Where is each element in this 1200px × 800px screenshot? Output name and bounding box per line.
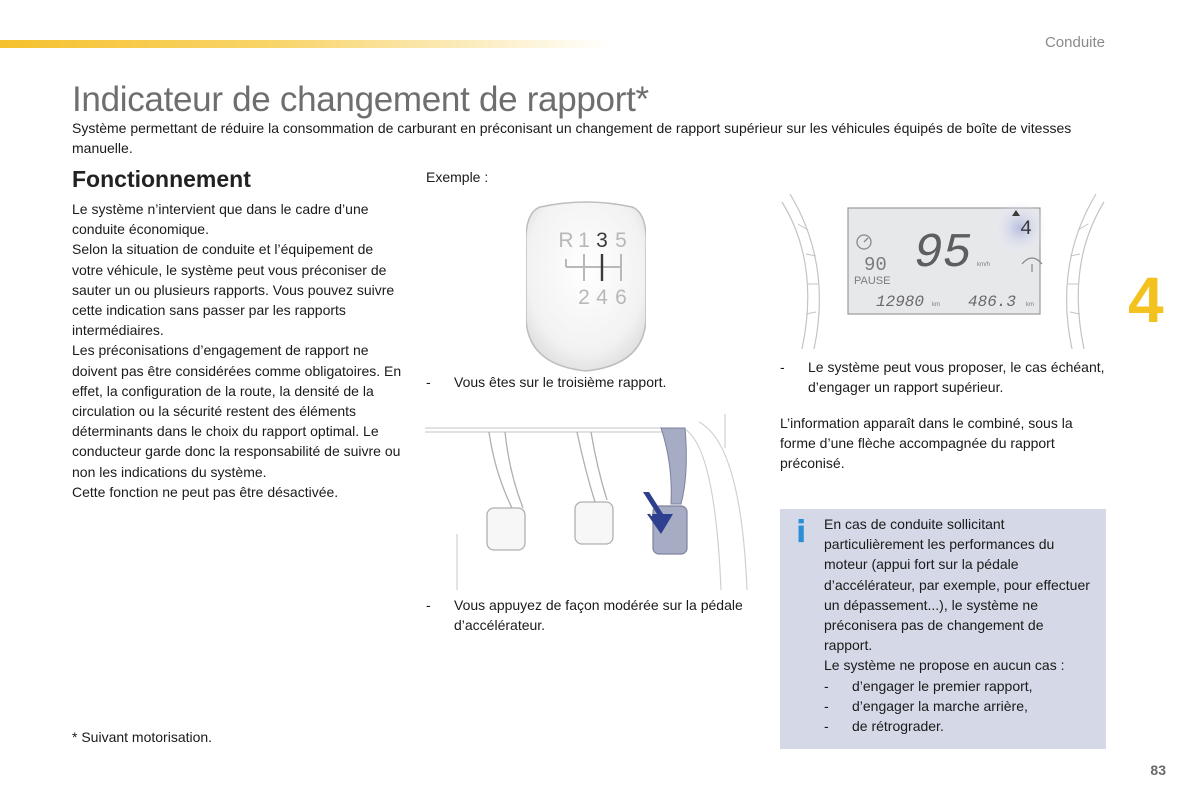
body-paragraph: Cette fonction ne peut pas être désactivée. [72, 483, 339, 500]
list-dash: - [824, 718, 829, 735]
list-item-text: de rétrograder. [852, 718, 944, 735]
body-paragraph: Le système n’intervient que dans le cadre d’une conduite économique. [72, 201, 369, 238]
fonctionnement-body [72, 199, 402, 502]
gear-label: 2 [578, 286, 590, 309]
gear-knob-illustration [526, 199, 646, 373]
list-item [824, 676, 1094, 696]
info-box-paragraph: En cas de conduite sollicitant particulièrement les performances du moteur (appui fort sur la pédale d’accélérateur, par exemple, pour effectuer un dépassement...), le système ne préconisera pas de changement de rapport. [824, 516, 1090, 654]
clutch-pedal [487, 432, 525, 550]
list-item-text: d’engager la marche arrière, [852, 697, 1028, 714]
step-dash: - [426, 374, 431, 390]
step-dash: - [426, 597, 431, 613]
example-step [780, 357, 1105, 397]
info-box-list [824, 676, 1094, 737]
step-text: Vous appuyez de façon modérée sur la pédale d’accélérateur. [454, 597, 743, 633]
page-title: Indicateur de changement de rapport* [72, 80, 649, 119]
step-dash: - [780, 359, 785, 375]
gear-label: 6 [615, 286, 627, 309]
info-box-lead: Le système ne propose en aucun cas : [824, 657, 1065, 674]
instrument-cluster-illustration [780, 194, 1106, 349]
odometer-unit: km [932, 302, 940, 308]
body-paragraph: Selon la situation de conduite et l’équipement de votre véhicule, le système peut vous préconiser de sauter un ou plusieurs rapports. Vous pouvez suivre cette indication sans passer par les rapports intermédiaires. [72, 241, 395, 339]
step-text: Vous êtes sur le troisième rapport. [454, 374, 667, 390]
trip-value: 486.3 [968, 293, 1017, 311]
list-dash: - [824, 677, 829, 694]
trip-unit: km [1026, 302, 1034, 308]
list-item [824, 696, 1094, 716]
accelerator-pedal [653, 428, 687, 554]
intro-paragraph: Système permettant de réduire la consommation de carburant en préconisant un changement de rapport supérieur sur les véhicules équipés de boîte de vitesses manuelle. [72, 120, 1072, 156]
page-number: 83 [1150, 762, 1166, 778]
recommended-gear: 4 [1020, 218, 1033, 241]
cruise-speed: 90 [864, 254, 887, 276]
section-name: Conduite [1044, 34, 1105, 51]
speed-unit: km/h [977, 262, 991, 268]
example-step [426, 372, 746, 392]
footnote: * Suivant motorisation. [72, 729, 213, 745]
cruise-status: PAUSE [854, 275, 891, 287]
gear-label: 5 [615, 229, 627, 252]
gear-label-current: 3 [596, 229, 608, 252]
example-step [426, 595, 746, 635]
brake-pedal [575, 432, 613, 544]
speed-readout: 95 [914, 227, 972, 281]
gear-label: 4 [596, 286, 608, 309]
gear-label: 1 [578, 229, 590, 252]
chapter-number: 4 [1128, 264, 1164, 336]
display-info-paragraph: L’information apparaît dans le combiné, sous la forme d’une flèche accompagnée du rapport préconisé. [780, 415, 1073, 472]
example-label: Exemple : [426, 169, 489, 185]
info-box-text [824, 514, 1094, 736]
info-icon: i [796, 515, 807, 550]
odometer-value: 12980 [876, 293, 925, 311]
list-item-text: d’engager le premier rapport, [852, 677, 1033, 694]
list-item [824, 716, 1094, 736]
step-text: Le système peut vous proposer, le cas échéant, d’engager un rapport supérieur. [808, 359, 1105, 395]
list-dash: - [824, 697, 829, 714]
info-box [780, 509, 1106, 749]
fonctionnement-heading: Fonctionnement [72, 166, 251, 192]
body-paragraph: Les préconisations d’engagement de rapport ne doivent pas être considérées comme obligatoires. En effet, la configuration de la route, la densité de la circulation ou la sécurité restent des éléments déterminants dans le choix du rapport optimal. Le conducteur garde donc la responsabilité de suivre ou non les indications du système. [72, 342, 402, 480]
gear-label: R [558, 229, 574, 252]
pedals-illustration [425, 414, 753, 590]
header-accent-bar [0, 40, 610, 48]
